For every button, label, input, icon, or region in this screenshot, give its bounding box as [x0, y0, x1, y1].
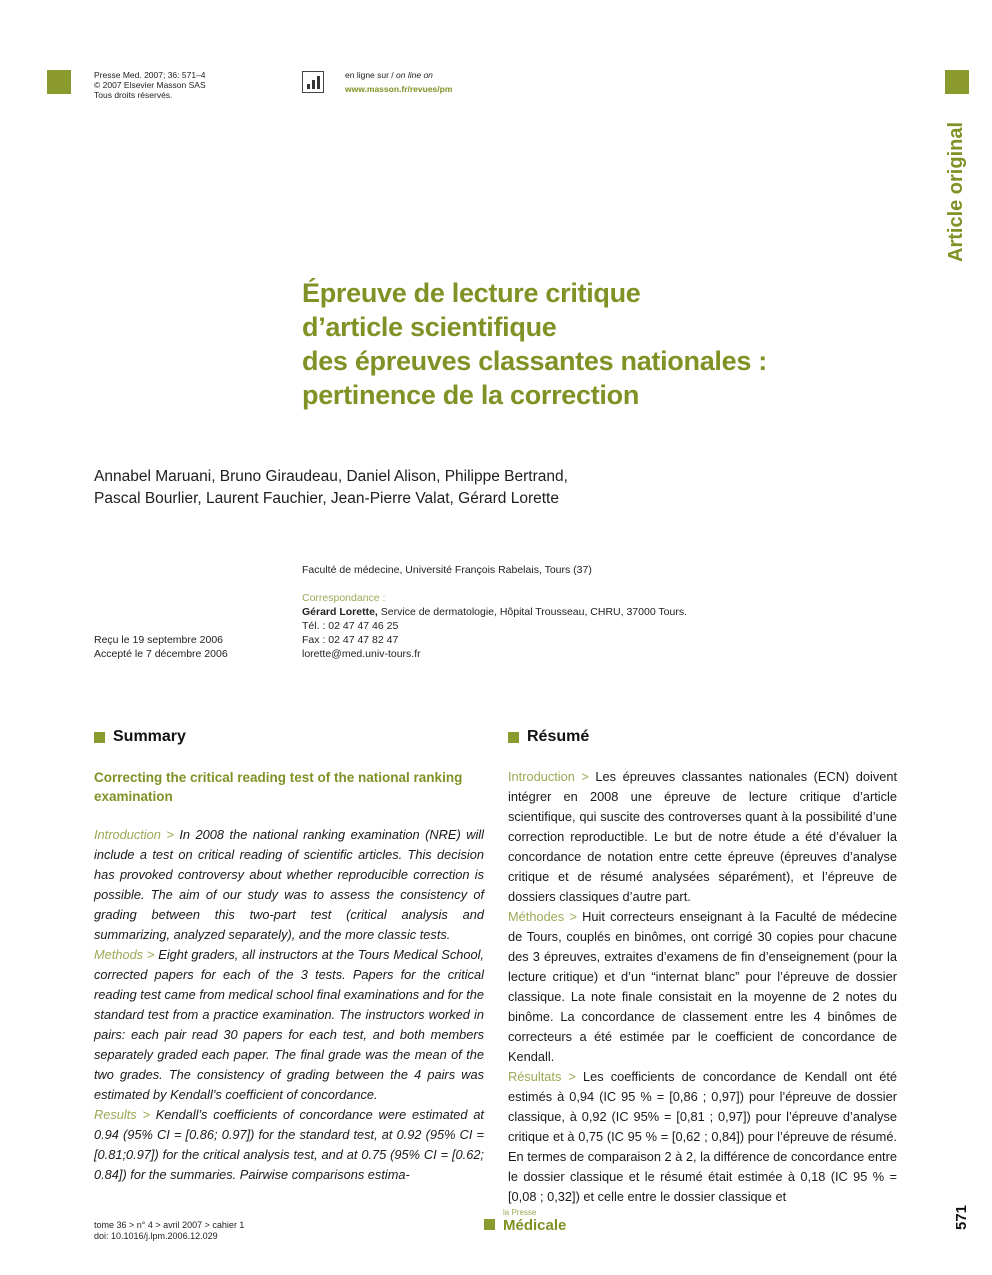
- summary-subtitle: Correcting the critical reading test of the national ranking examination: [94, 770, 463, 804]
- journal-logo: [484, 1208, 566, 1234]
- online-en: on line on: [396, 70, 433, 80]
- summary-paragraph: [94, 825, 484, 945]
- correspondence-block: [302, 591, 687, 661]
- correspondence-name: Gérard Lorette,: [302, 606, 378, 618]
- bar-chart-icon: [302, 71, 324, 93]
- logo-small: la Presse: [503, 1208, 537, 1217]
- journal-url[interactable]: www.masson.fr/revues/pm: [345, 84, 453, 94]
- authors-line: Annabel Maruani, Bruno Giraudeau, Daniel Alison, Philippe Bertrand,: [94, 468, 568, 485]
- correspondence-fax: Fax : 02 47 47 82 47: [302, 634, 399, 646]
- paragraph-label: Introduction >: [94, 827, 174, 842]
- summary-paragraph: [94, 1105, 484, 1185]
- page-number: 571: [953, 1204, 970, 1230]
- journal-ref: Presse Med. 2007; 36: 571–4: [94, 70, 206, 80]
- title-line: pertinence de la correction: [302, 380, 640, 410]
- paragraph-text: Kendall’s coefficients of concordance were estimated at 0.94 (95% CI = [0.86; 0.97]) for the standard test, at 0.92 (95% CI = [0.81;0.97]) for the critical analysis test, and at 0.75 (95% CI = [0.62; 0.84]) for the summaries. Pairwise comparisons estima-: [94, 1107, 484, 1182]
- rights: Tous droits réservés.: [94, 90, 173, 100]
- copyright: © 2007 Elsevier Masson SAS: [94, 80, 206, 90]
- paragraph-text: Eight graders, all instructors at the Tours Medical School, corrected papers for each of the 3 tests. Papers for the critical reading test came from medical school final examinations and for the standard test from a practice examination. The instructors worked in pairs: each pair read 30 papers for each test, and both members separately graded each paper. The final grade was the mean of the two grades. The consistency of grading between the 4 pairs was estimated by Kendall’s coefficient of concordance.: [94, 947, 484, 1102]
- corner-square-left: [47, 70, 71, 94]
- accepted-date: Accepté le 7 décembre 2006: [94, 648, 228, 660]
- corner-square-right: [945, 70, 969, 94]
- doi-line: doi: 10.1016/j.lpm.2006.12.029: [94, 1231, 218, 1241]
- summary-heading-text: Summary: [113, 728, 186, 745]
- summary-heading: [94, 728, 186, 746]
- paragraph-label: Methods >: [94, 947, 155, 962]
- correspondence-email[interactable]: lorette@med.univ-tours.fr: [302, 648, 421, 660]
- journal-meta: [94, 70, 206, 100]
- online-info: [345, 70, 452, 94]
- resume-paragraph: [508, 907, 897, 1067]
- paragraph-text: Huit correcteurs enseignant à la Faculté de médecine de Tours, couplés en binômes, ont corrigé 30 copies pour chacune des 3 épreuves, extraites d’examens de fin d’enseignement (pour la lecture critique) et d’un “internat blanc” pour l’épreuve de dossier classique. La note finale consistait en la moyenne de 2 notes du binôme. La concordance de classement entre les 4 binômes de correcteurs a été estimée par le coefficient de concordance de Kendall.: [508, 909, 897, 1064]
- summary-body: [94, 825, 484, 1185]
- resume-body: [508, 767, 897, 1207]
- title-line: Épreuve de lecture critique: [302, 278, 641, 308]
- issue-line: tome 36 > n° 4 > avril 2007 > cahier 1: [94, 1220, 245, 1230]
- paragraph-text: In 2008 the national ranking examination (NRE) will include a test on critical reading of scientific articles. This decision has provoked controversy about whether reproducible correction is possible. The aim of our study was to assess the consistency of grading between this two-part test (critical analysis and summarizing, analyzed separately), and the more classic tests.: [94, 827, 484, 942]
- paragraph-label: Résultats >: [508, 1069, 576, 1084]
- correspondence-address: Service de dermatologie, Hôpital Trousseau, CHRU, 37000 Tours.: [377, 606, 687, 618]
- resume-paragraph: [508, 767, 897, 907]
- correspondence-label: Correspondance :: [302, 592, 386, 604]
- received-date: Reçu le 19 septembre 2006: [94, 634, 223, 646]
- paragraph-label: Results >: [94, 1107, 150, 1122]
- title-line: des épreuves classantes nationales :: [302, 346, 767, 376]
- paragraph-text: Les coefficients de concordance de Kendall ont été estimés à 0,94 (IC 95 % = [0,86 ; 0,97]) pour l’épreuve de dossier classique, à 0,92 (IC 95% = [0,81 ; 0,97]) pour l’épreuve d’analyse critique et à 0,75 (IC 95 % = [0,62 ; 0,84]) pour l’épreuve de résumé. En termes de comparaison 2 à 2, la différence de concordance entre le dossier classique et le résumé était estimée à 0,18 (IC 95 % = [0,08 ; 0,32]) et celle entre le dossier classique et: [508, 1069, 898, 1204]
- correspondence-tel: Tél. : 02 47 47 46 25: [302, 620, 399, 632]
- authors-line: Pascal Bourlier, Laurent Fauchier, Jean-Pierre Valat, Gérard Lorette: [94, 490, 559, 507]
- dates: [94, 633, 228, 661]
- resume-heading-text: Résumé: [527, 728, 590, 745]
- logo-big: Médicale: [503, 1217, 567, 1234]
- logo-square: [484, 1219, 495, 1230]
- resume-heading: [508, 728, 589, 746]
- heading-square: [94, 732, 105, 743]
- paragraph-text: Les épreuves classantes nationales (ECN) doivent intégrer en 2008 une épreuve de lecture critique d’article scientifique, qui suscite des controverses quant à la possibilité d’une correction reproductible. Le but de notre étude a été d’évaluer la concordance de notation entre cette épreuve (épreuves d’analyse critique et de résumé analysées séparément), et l’épreuve de dossiers classiques d’autre part.: [508, 769, 898, 904]
- resume-paragraph: [508, 1067, 897, 1207]
- title-line: d’article scientifique: [302, 312, 557, 342]
- paragraph-label: Méthodes >: [508, 909, 577, 924]
- affiliation: Faculté de médecine, Université François Rabelais, Tours (37): [302, 564, 592, 576]
- article-title: [302, 276, 902, 412]
- online-prefix: en ligne sur /: [345, 70, 394, 80]
- section-label: Article original: [945, 121, 967, 262]
- heading-square: [508, 732, 519, 743]
- authors: [94, 466, 568, 510]
- paragraph-label: Introduction >: [508, 769, 589, 784]
- footer-issue: [94, 1220, 244, 1242]
- summary-paragraph: [94, 945, 484, 1105]
